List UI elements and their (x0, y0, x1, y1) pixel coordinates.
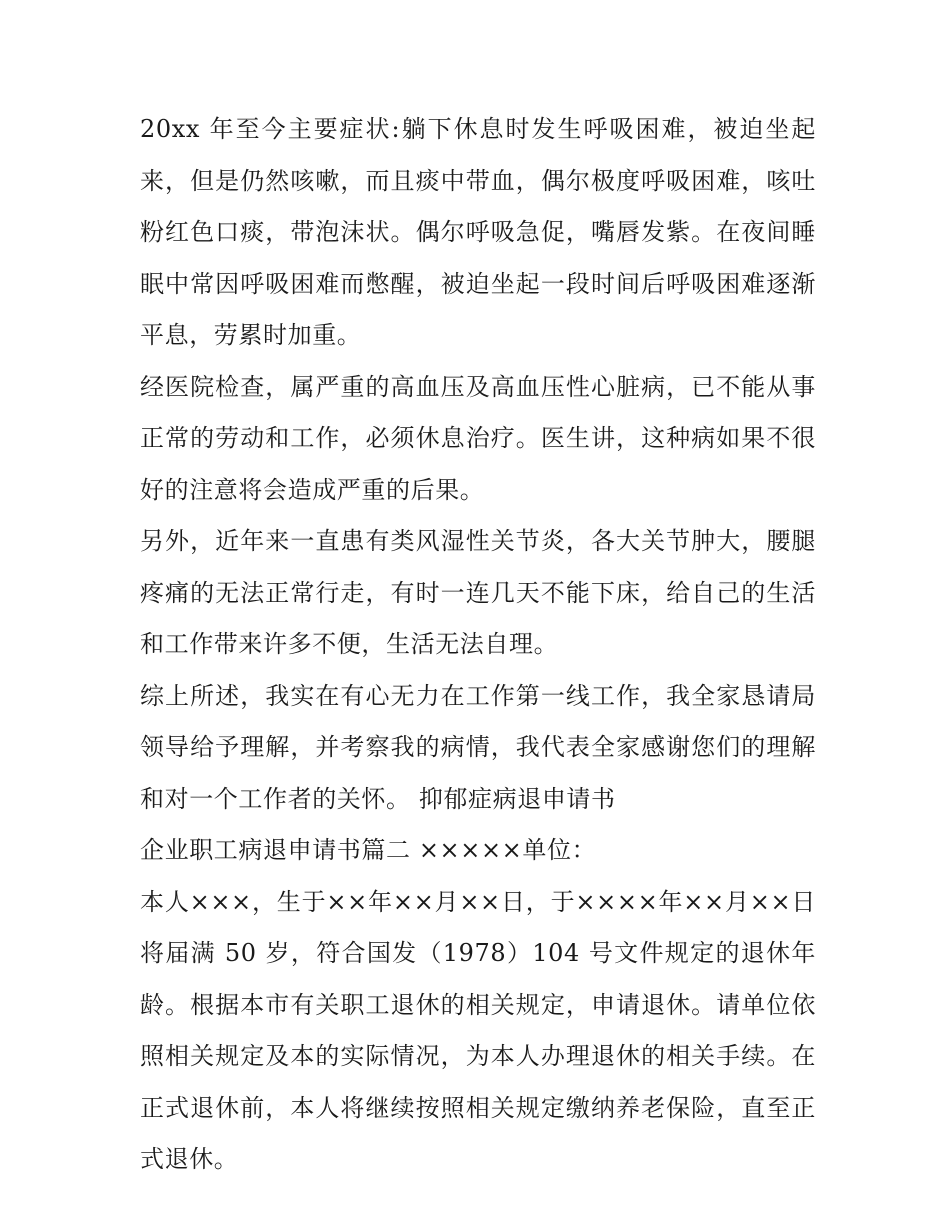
paragraph-second-letter-heading: 企业职工病退申请书篇二 ×××××单位： (140, 836, 597, 864)
paragraph-hospital-exam: 经医院检查，属严重的高血压及高血压性心脏病，已不能从事正常的劳动和工作，必须休息治疗。医生讲，这种病如果不很好的注意将会造成严重的后果。 (140, 372, 816, 504)
paragraph-arthritis: 另外，近年来一直患有类风湿性关节炎，各大关节肿大，腰腿疼痛的无法正常行走，有时一连几天不能下床，给自己的生活和工作带来许多不便，生活无法自理。 (140, 527, 816, 658)
document-body (140, 104, 816, 1186)
paragraph-symptoms: 20xx 年至今主要症状:躺下休息时发生呼吸困难，被迫坐起来，但是仍然咳嗽，而且痰中带血，偶尔极度呼吸困难，咳吐粉红色口痰，带泡沫状。偶尔呼吸急促，嘴唇发紫。在夜间睡眠中常因呼吸困难而憋醒，被迫坐起一段时间后呼吸困难逐渐平息，劳累时加重。 (140, 115, 816, 349)
paragraph-conclusion: 综上所述，我实在有心无力在工作第一线工作，我全家恳请局领导给予理解，并考察我的病情，我代表全家感谢您们的理解和对一个工作者的关怀。 抑郁症病退申请书 (140, 681, 816, 813)
paragraph-retirement-request: 本人×××，生于××年××月××日，于××××年××月××日将届满 50 岁，符合国发（1978）104 号文件规定的退休年龄。根据本市有关职工退休的相关规定，申请退休。请单位依照相关规定及本的实际情况，为本人办理退休的相关手续。在正式退休前，本人将继续按照相关规定缴纳养老保险，直至正式退休。 (140, 887, 816, 1173)
